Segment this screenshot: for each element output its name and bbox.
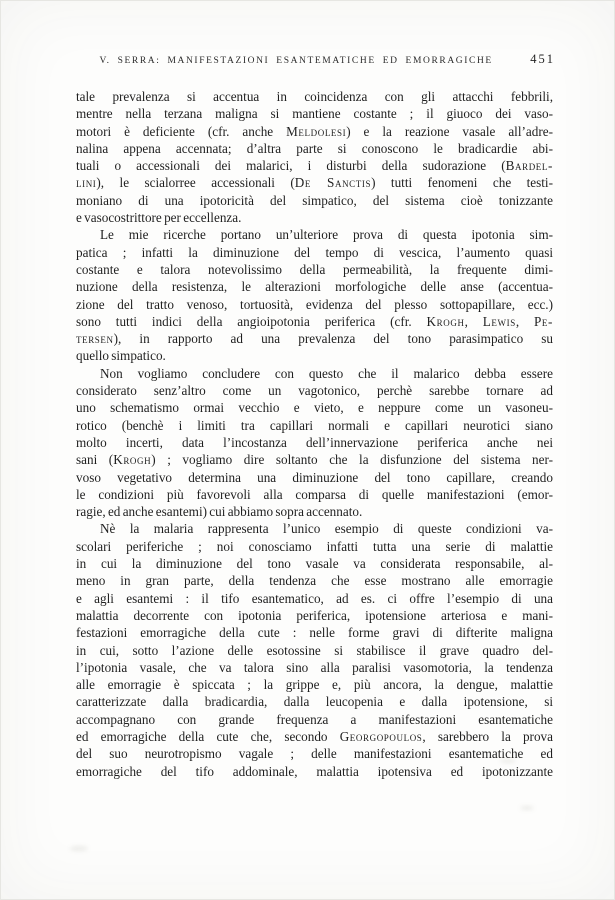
text-line: in cui la diminuzione del tono vasale va considerata responsabile, al-: [76, 556, 553, 572]
text-line: e vasocostrittore per eccellenza.: [76, 210, 242, 226]
text-line: ed emorragiche della cute che, secondo Georgopoulos, sarebbero la prova: [76, 728, 553, 744]
author-name-small-caps: Meldolesi: [286, 123, 347, 139]
scan-artifact: [70, 846, 88, 851]
text-line: caratterizzate dalla bradicardia, dalla leucopenia e dalla ipotensione, si: [76, 694, 553, 710]
text-line: nalina appena accennata; d’altra parte si conoscono le bradicardie abi-: [76, 140, 553, 156]
author-name-small-caps: Georgopoulos: [339, 728, 423, 744]
scan-artifact: [520, 806, 534, 810]
text-line: rotico (benchè i limiti tra capillari normali e capillari neurotici siano: [76, 417, 553, 433]
paragraph: [76, 88, 553, 226]
text-line: considerato senz’altro come un vagotonico, perchè sarebbe tornare ad: [76, 383, 553, 399]
author-name-small-caps: De Sanctis: [294, 175, 372, 191]
text-line: voso vegetativo determina una diminuzione del tono capillare, creando: [76, 469, 553, 485]
text-line: mentre nella terzana maligna si mantiene costante ; il giuoco dei vaso-: [76, 106, 553, 122]
text-line: ragie, ed anche esantemi) cui abbiamo sopra accennato.: [76, 504, 363, 520]
text-line: sani (Krogh) ; vogliamo dire soltanto che la disfunzione del sistema ner-: [76, 452, 553, 468]
author-name-small-caps: Lewis: [482, 313, 516, 329]
running-head: [76, 52, 555, 67]
text-line: uno schematismo ormai vecchio e vieto, e neppure come un vasoneu-: [76, 400, 553, 416]
scan-artifact: [500, 759, 516, 763]
text-line: emorragiche del tifo addominale, malattia ipotensiva ed ipotonizzante: [76, 763, 553, 779]
paragraph: [76, 365, 553, 521]
text-line: alle emorragie è spiccata ; la grippe e, più ancora, la dengue, malattie: [76, 677, 553, 693]
text-line: Non vogliamo concludere con questo che il malarico debba essere: [100, 365, 553, 381]
text-line: Nè la malaria rappresenta l’unico esempio di queste condizioni va-: [100, 521, 553, 537]
author-name-small-caps: Bardel-: [505, 158, 553, 174]
text-line: moniano di una ipotoricità del simpatico, del sistema cioè tonizzante: [76, 192, 553, 208]
text-line: lini), le scialorree accessionali (De Sanctis) tutti fenomeni che testi-: [76, 175, 553, 191]
text-line: del suo neurotropismo vagale ; delle manifestazioni esantematiche ed: [76, 746, 553, 762]
paragraph: [76, 520, 553, 779]
text-line: malattia decorrente con ipotonia periferica, ipotensione arteriosa e mani-: [76, 607, 553, 623]
text-line: Le mie ricerche portano un’ulteriore prova di questa ipotonia sim-: [100, 227, 553, 243]
text-line: in cui, sotto l’azione delle esotossine si stabilisce il grave quadro del-: [76, 642, 553, 658]
text-line: meno in gran parte, della tendenza che esse mostrano alle emorragie: [76, 573, 553, 589]
author-name-small-caps: Pe-: [533, 313, 553, 329]
text-line: costante e talora notevolissimo della permeabilità, la frequente dimi-: [76, 261, 553, 277]
author-name-small-caps: Krogh: [426, 313, 465, 329]
page-body: [76, 88, 553, 780]
text-line: e agli esantemi : il tifo esantematico, ad es. ci offre l’esempio di una: [76, 590, 553, 606]
author-name-small-caps: lini: [76, 175, 97, 191]
text-line: scolari periferiche ; noi conosciamo infatti tutta una serie di malattie: [76, 538, 553, 554]
text-line: nuzione della resistenza, le alterazioni morfologiche delle anse (accentua-: [76, 279, 553, 295]
text-line: tale prevalenza si accentua in coincidenza con gli attacchi febbrili,: [76, 89, 553, 104]
text-line: zione del tratto venoso, tortuosità, evidenza del plesso sottopapillare, ecc.): [76, 296, 553, 312]
text-line: patica ; infatti la diminuzione del tempo di vescica, l’aumento quasi: [76, 244, 553, 260]
text-line: accompagnano con grande frequenza a manifestazioni esantematiche: [76, 711, 553, 727]
author-name-small-caps: tersen: [76, 331, 114, 347]
text-line: molto incerti, data l’incostanza dell’innervazione periferica anche nei: [76, 434, 553, 450]
text-line: sono tutti indici della angioipotonia periferica (cfr. Krogh, Lewis, Pe-: [76, 313, 553, 329]
text-line: motori è deficiente (cfr. anche Meldolesi) e la reazione vasale all’adre-: [76, 123, 553, 139]
text-line: tersen), in rapporto ad una prevalenza del tono parasimpatico su: [76, 331, 553, 347]
page-number: 451: [530, 52, 555, 66]
text-line: le condizioni più favorevoli alla comparsa di quelle manifestazioni (emor-: [76, 486, 553, 502]
author-name-small-caps: Krogh: [113, 452, 152, 468]
text-line: festazioni emorragiche della cute : nelle forme gravi di difterite maligna: [76, 625, 553, 641]
running-title: V. SERRA: MANIFESTAZIONI ESANTEMATICHE ED EMORRAGICHE: [99, 56, 493, 66]
paragraph: [76, 226, 553, 364]
text-line: tuali o accessionali dei malarici, i disturbi della sudorazione (Bardel-: [76, 158, 553, 174]
text-line: quello simpatico.: [76, 348, 166, 364]
text-line: l’ipotonia vasale, che va talora sino alla paralisi vasomotoria, la tendenza: [76, 659, 553, 675]
